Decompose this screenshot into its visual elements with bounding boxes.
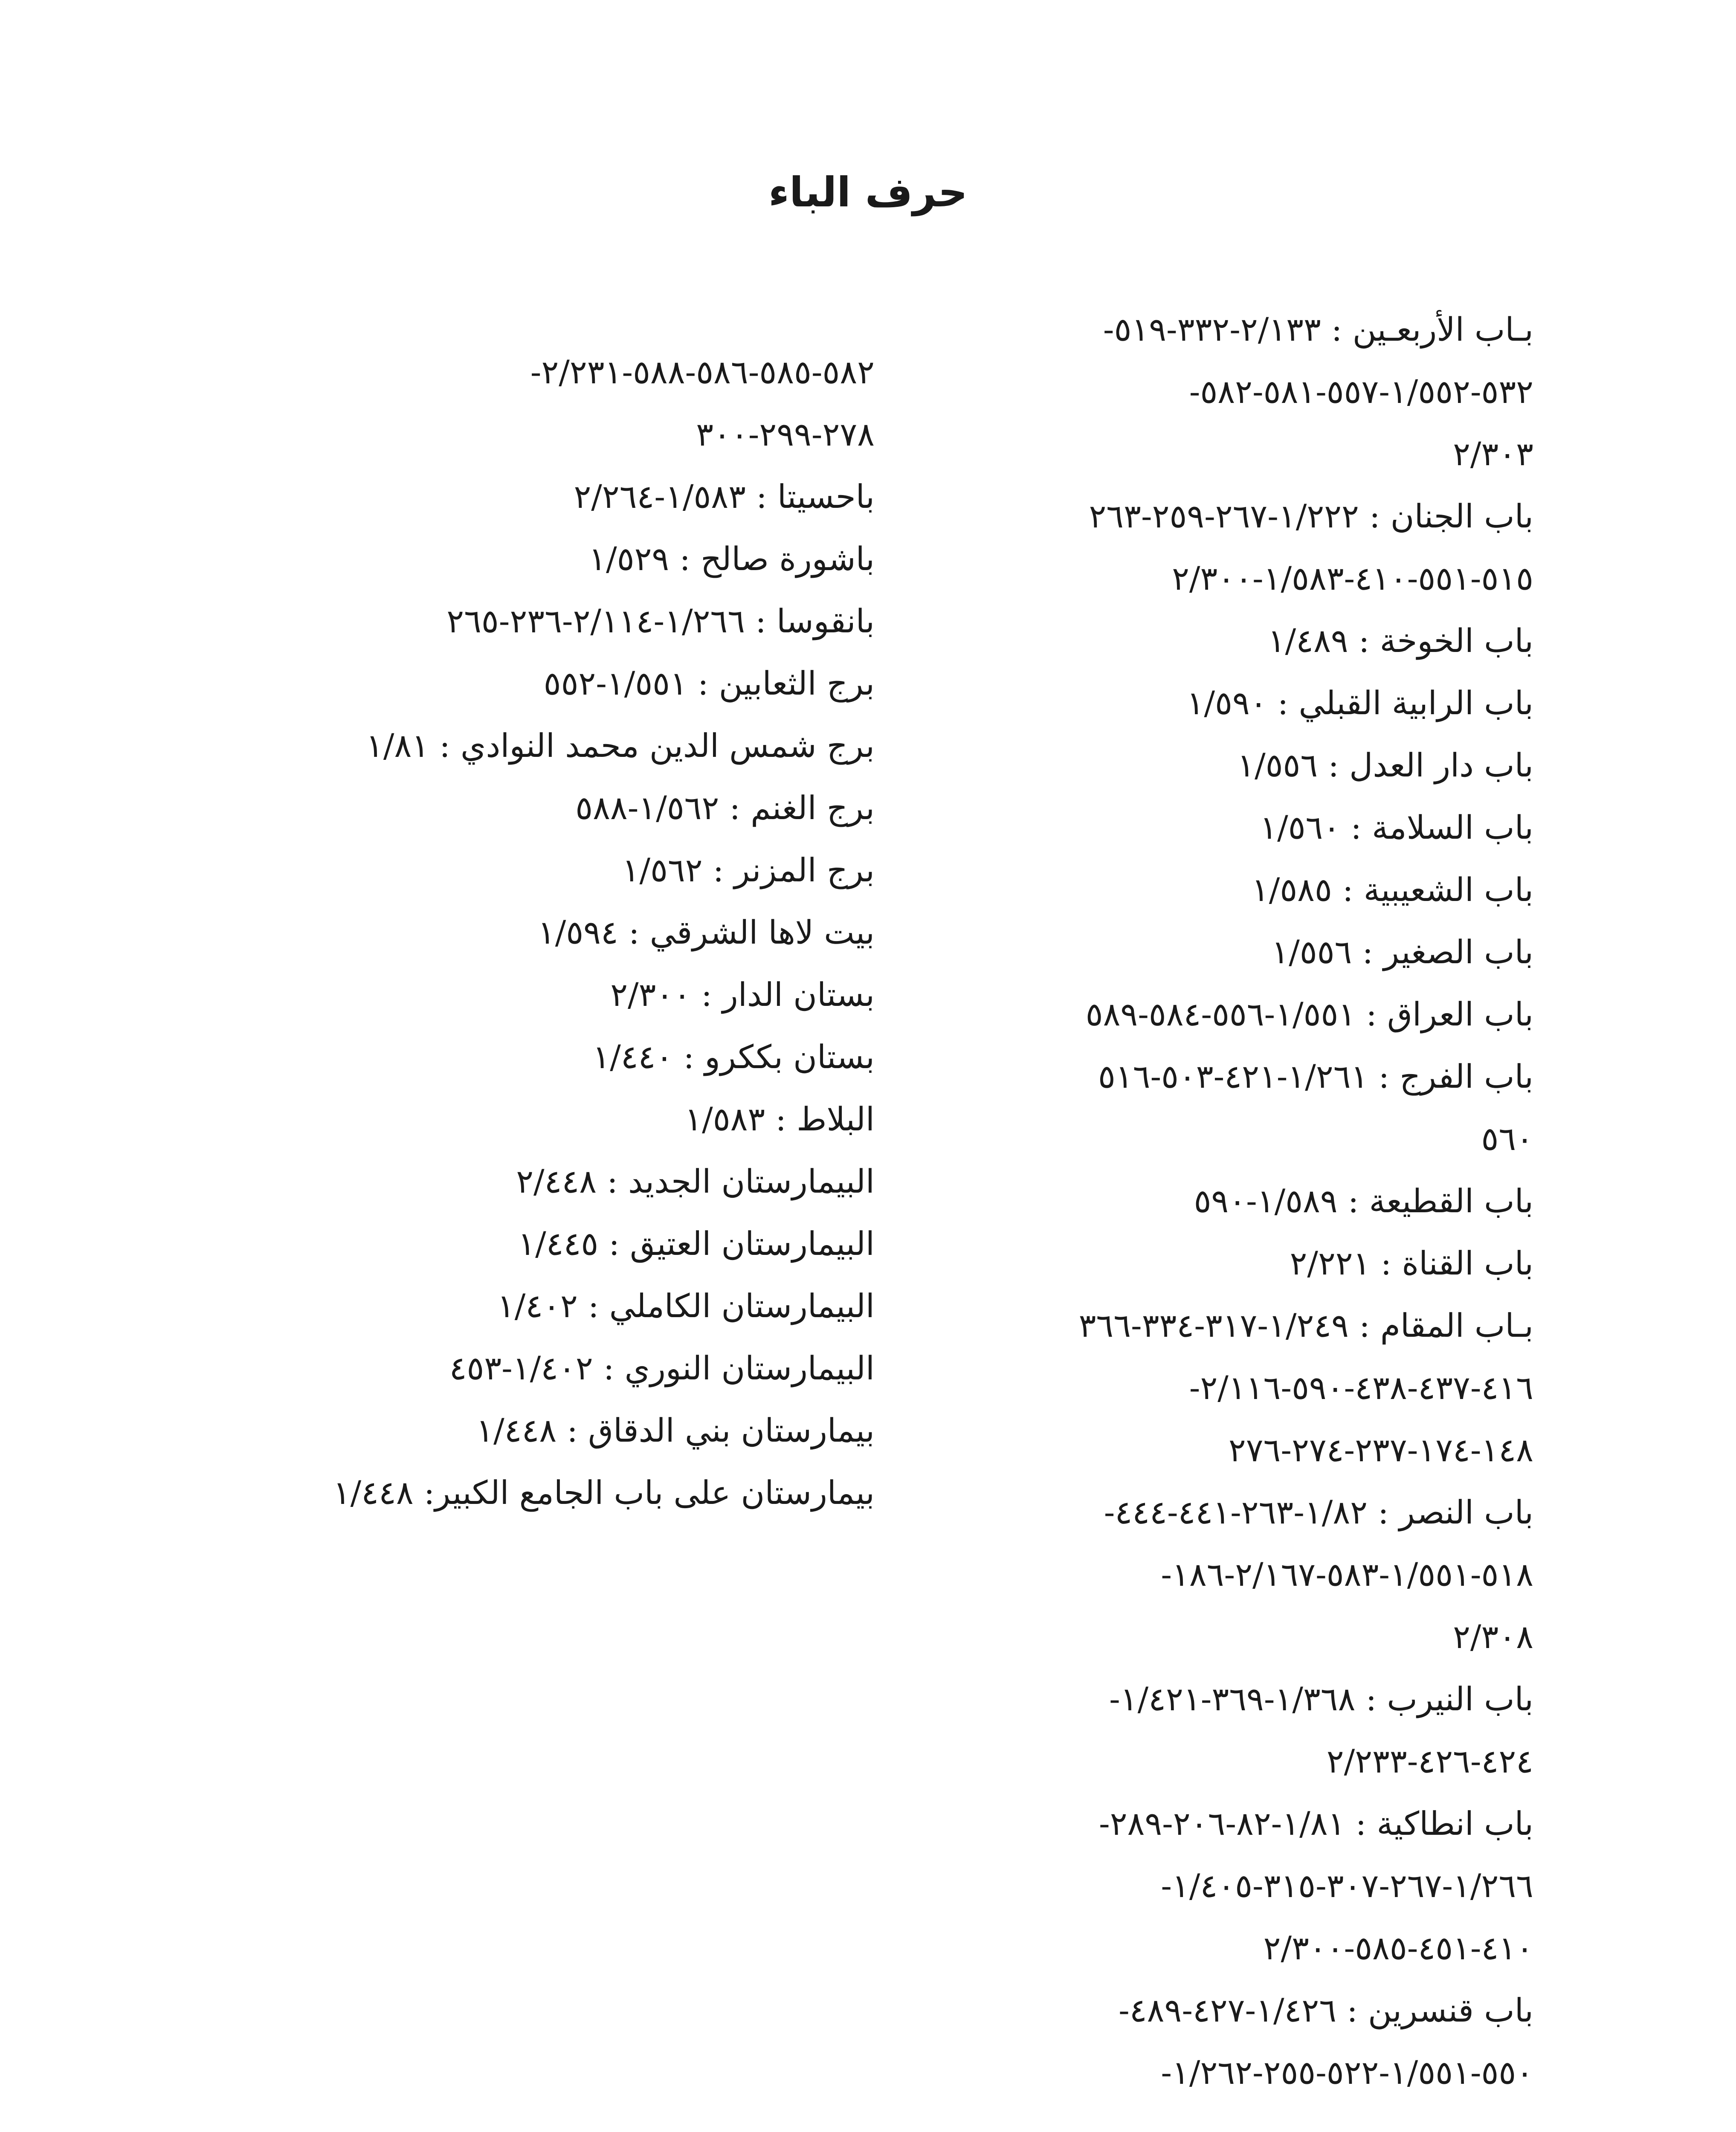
index-entry-line: ٥٣٢-١/٥٥٢-٥٥٧-٥٨١-٥٨٢- (1189, 373, 1533, 411)
index-column-left (278, 341, 875, 1524)
index-entry-line: باب الصغير : ١/٥٥٦ (1271, 933, 1533, 971)
index-entry-line: برج الغنم : ١/٥٦٢-٥٨٨ (575, 789, 875, 827)
index-entry-line: باب الفرج : ١/٢٦١-٤٢١-٥٠٣-٥١٦ (1098, 1057, 1533, 1095)
index-entry-line: البيمارستان الكاملي : ١/٤٠٢ (497, 1287, 875, 1325)
index-entry-line: ٥٨٢-٥٨٥-٥٨٦-٥٨٨-٢/٢٣١- (530, 353, 875, 391)
index-entry-line: باب الشعيبية : ١/٥٨٥ (1251, 871, 1533, 909)
index-entry-line: ٢/٣٠٣ (1453, 435, 1533, 473)
index-entry-line: باب النيرب : ١/٣٦٨-٣٦٩-١/٤٢١- (1109, 1680, 1533, 1718)
index-entry-line: بيت لاها الشرقي : ١/٥٩٤ (537, 913, 875, 951)
index-entry-line: برج شمس الدين محمد النوادي : ١/٨١ (366, 727, 875, 765)
index-entry-line: باب العراق : ١/٥٥١-٥٥٦-٥٨٤-٥٨٩ (1085, 995, 1533, 1033)
index-entry-line: البلاط : ١/٥٨٣ (684, 1100, 875, 1138)
index-entry-line: باب دار العدل : ١/٥٥٦ (1237, 746, 1533, 784)
index-entry-line: ٥٦٠ (1481, 1120, 1533, 1158)
index-entry-line: باب الجنان : ١/٢٢٢-٢٦٧-٢٥٩-٢٦٣ (1089, 497, 1533, 535)
index-entry-line: ٤١٠-٤٥١-٥٨٥-٢/٣٠٠ (1263, 1929, 1533, 1967)
index-entry-line: ٥٥٠-١/٥٥١-٥٢٢-٢٥٥-١/٢٦٢- (1161, 2054, 1533, 2091)
index-entry-line: باب القطيعة : ١/٥٨٩-٥٩٠ (1194, 1182, 1533, 1220)
index-entry-line: باب القناة : ٢/٢٢١ (1290, 1244, 1533, 1282)
index-entry-line: البيمارستان الجديد : ٢/٤٤٨ (516, 1162, 875, 1200)
index-entry-line: بانقوسا : ١/٢٦٦-٢/١١٤-٢٣٦-٢٦٥ (446, 602, 875, 640)
index-entry-line: بـاب الأربعـين : ٢/١٣٣-٣٣٢-٥١٩- (1103, 310, 1533, 348)
index-entry-line: باب قنسرين : ١/٤٢٦-٤٢٧-٤٨٩- (1119, 1991, 1533, 2029)
index-entry-line: ١/٢٦٦-٢٦٧-٣٠٧-٣١٥-١/٤٠٥- (1161, 1867, 1533, 1905)
index-entry-line: ٥١٥-٥٥١-٤١٠-١/٥٨٣-٢/٣٠٠ (1172, 559, 1533, 597)
index-column-right (928, 298, 1533, 2104)
index-entry-line: برج المزنر : ١/٥٦٢ (622, 851, 875, 889)
index-entry-line: البيمارستان النوري : ١/٤٠٢-٤٥٣ (449, 1349, 875, 1387)
index-entry-line: باشورة صالح : ١/٥٢٩ (588, 540, 875, 578)
index-entry-line: ٢/٣٠٨ (1453, 1618, 1533, 1656)
index-entry-line: ١٤٨-١٧٤-٢٣٧-٢٧٤-٢٧٦ (1228, 1431, 1533, 1469)
index-entry-line: بيمارستان على باب الجامع الكبير: ١/٤٤٨ (333, 1474, 875, 1512)
index-entry-line: باب انطاكية : ١/٨١-٨٢-٢٠٦-٢٨٩- (1099, 1805, 1533, 1842)
index-entry-line: ٢٧٨-٢٩٩-٣٠٠ (696, 415, 875, 453)
index-entry-line: بستان الدار : ٢/٣٠٠ (610, 976, 875, 1014)
index-entry-line: باب السلامة : ١/٥٦٠ (1260, 808, 1533, 846)
index-entry-line: برج الثعابين : ١/٥٥١-٥٥٢ (543, 664, 875, 702)
index-entry-line: باب النصر : ١/٨٢-٢٦٣-٤٤١-٤٤٤- (1104, 1493, 1533, 1531)
index-entry-line: ٥١٨-١/٥٥١-٥٨٣-٢/١٦٧-١٨٦- (1161, 1556, 1533, 1593)
index-entry-line: بستان بككرو : ١/٤٤٠ (592, 1038, 875, 1076)
index-entry-line: باب الرابية القبلي : ١/٥٩٠ (1186, 684, 1533, 722)
index-entry-line: البيمارستان العتيق : ١/٤٤٥ (518, 1225, 875, 1263)
index-entry-line: باب الخوخة : ١/٤٨٩ (1267, 622, 1533, 660)
index-entry-line: بـاب المقام : ١/٢٤٩-٣١٧-٣٣٤-٣٦٦ (1078, 1306, 1533, 1344)
page-title: حرف الباء (768, 168, 968, 216)
index-entry-line: ٤٢٤-٤٢٦-٢/٢٣٣ (1326, 1742, 1533, 1780)
index-entry-line: بيمارستان بني الدقاق : ١/٤٤٨ (476, 1411, 875, 1449)
index-entry-line: ٤١٦-٤٣٧-٤٣٨-٥٩٠-٢/١١٦- (1189, 1369, 1533, 1407)
index-entry-line: باحسيتا : ١/٥٨٣-٢/٢٦٤ (574, 478, 875, 516)
